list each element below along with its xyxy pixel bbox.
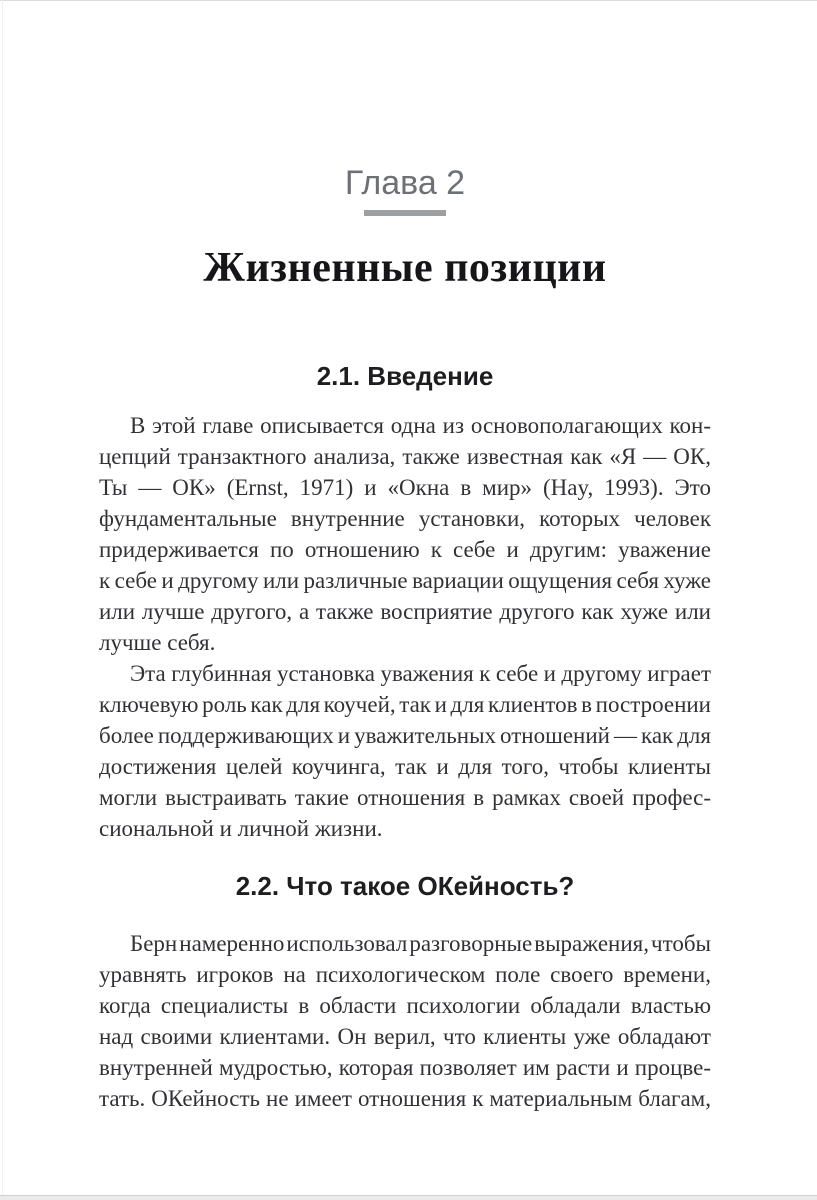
- text-line: [99, 596, 711, 627]
- text-line-content: тать. ОКейность не имеет отношения к материальным благам,: [99, 1086, 711, 1111]
- text-line: [99, 990, 711, 1021]
- text-line: [99, 627, 711, 658]
- paragraph-intro-2: [99, 658, 711, 844]
- section-heading-2-1: 2.1. Введение: [316, 361, 494, 391]
- text-line: [99, 782, 711, 813]
- page-left-edge: [2, 0, 3, 1200]
- text-line-content: Ты — ОК» (Ernst, 1971) и «Окна в мир» (Hay, 1993). Это: [99, 475, 711, 500]
- text-line: [99, 534, 711, 565]
- text-line-content: более поддерживающих и уважительных отношений — как для: [99, 723, 711, 748]
- text-line-content: сиональной и личной жизни.: [99, 816, 383, 841]
- text-line-content: цепций транзактного анализа, также известная как «Я — ОК,: [99, 444, 711, 469]
- chapter-number: Глава 2: [344, 164, 466, 202]
- text-line-content: Берн намеренно использовал разговорные выражения, чтобы: [130, 931, 711, 956]
- text-line: [99, 689, 711, 720]
- section-heading-2-2: 2.2. Что такое ОКейность?: [235, 871, 575, 901]
- text-line-content: достижения целей коучинга, так и для того, чтобы клиенты: [99, 754, 711, 779]
- text-line-content: лучше себя.: [99, 630, 216, 655]
- text-line: [99, 751, 711, 782]
- text-line: [99, 441, 711, 472]
- page-bottom-edge: [0, 1195, 817, 1200]
- text-line-content: ключевую роль как для коучей, так и для клиентов в построении: [99, 692, 711, 717]
- text-line-content: В этой главе описывается одна из основополагающих кон-: [130, 413, 711, 438]
- text-line: [99, 410, 711, 441]
- text-line: [99, 472, 711, 503]
- text-line: [99, 503, 711, 534]
- text-line-content: могли выстраивать такие отношения в рамках своей профес-: [99, 785, 711, 810]
- text-line-content: уравнять игроков на психологическом поле своего времени,: [99, 962, 711, 987]
- text-line: [99, 720, 711, 751]
- text-line: [99, 658, 711, 689]
- text-line: [99, 813, 711, 844]
- book-page: [99, 0, 711, 1114]
- text-line: [99, 1083, 711, 1114]
- text-line-content: когда специалисты в области психологии обладали властью: [99, 993, 711, 1018]
- text-line-content: к себе и другому или различные вариации ощущения себя хуже: [99, 568, 711, 593]
- text-line: [99, 928, 711, 959]
- text-line-content: или лучше другого, а также восприятие другого как хуже или: [99, 599, 711, 624]
- text-line: [99, 1021, 711, 1052]
- text-line: [99, 1052, 711, 1083]
- paragraph-intro-1: [99, 410, 711, 658]
- text-line-content: внутренней мудростью, которая позволяет им расти и процве-: [99, 1055, 711, 1080]
- text-line: [99, 959, 711, 990]
- text-line-content: придерживается по отношению к себе и другим: уважение: [99, 537, 711, 562]
- paragraph-okness-1: [99, 928, 711, 1114]
- text-line-content: фундаментальные внутренние установки, которых человек: [99, 506, 711, 531]
- text-line-content: Эта глубинная установка уважения к себе и другому играет: [130, 661, 711, 686]
- text-line-content: над своими клиентами. Он верил, что клиенты уже обладают: [99, 1024, 711, 1049]
- text-line: [99, 565, 711, 596]
- chapter-divider: [364, 210, 446, 216]
- chapter-title: Жизненные позиции: [203, 245, 607, 291]
